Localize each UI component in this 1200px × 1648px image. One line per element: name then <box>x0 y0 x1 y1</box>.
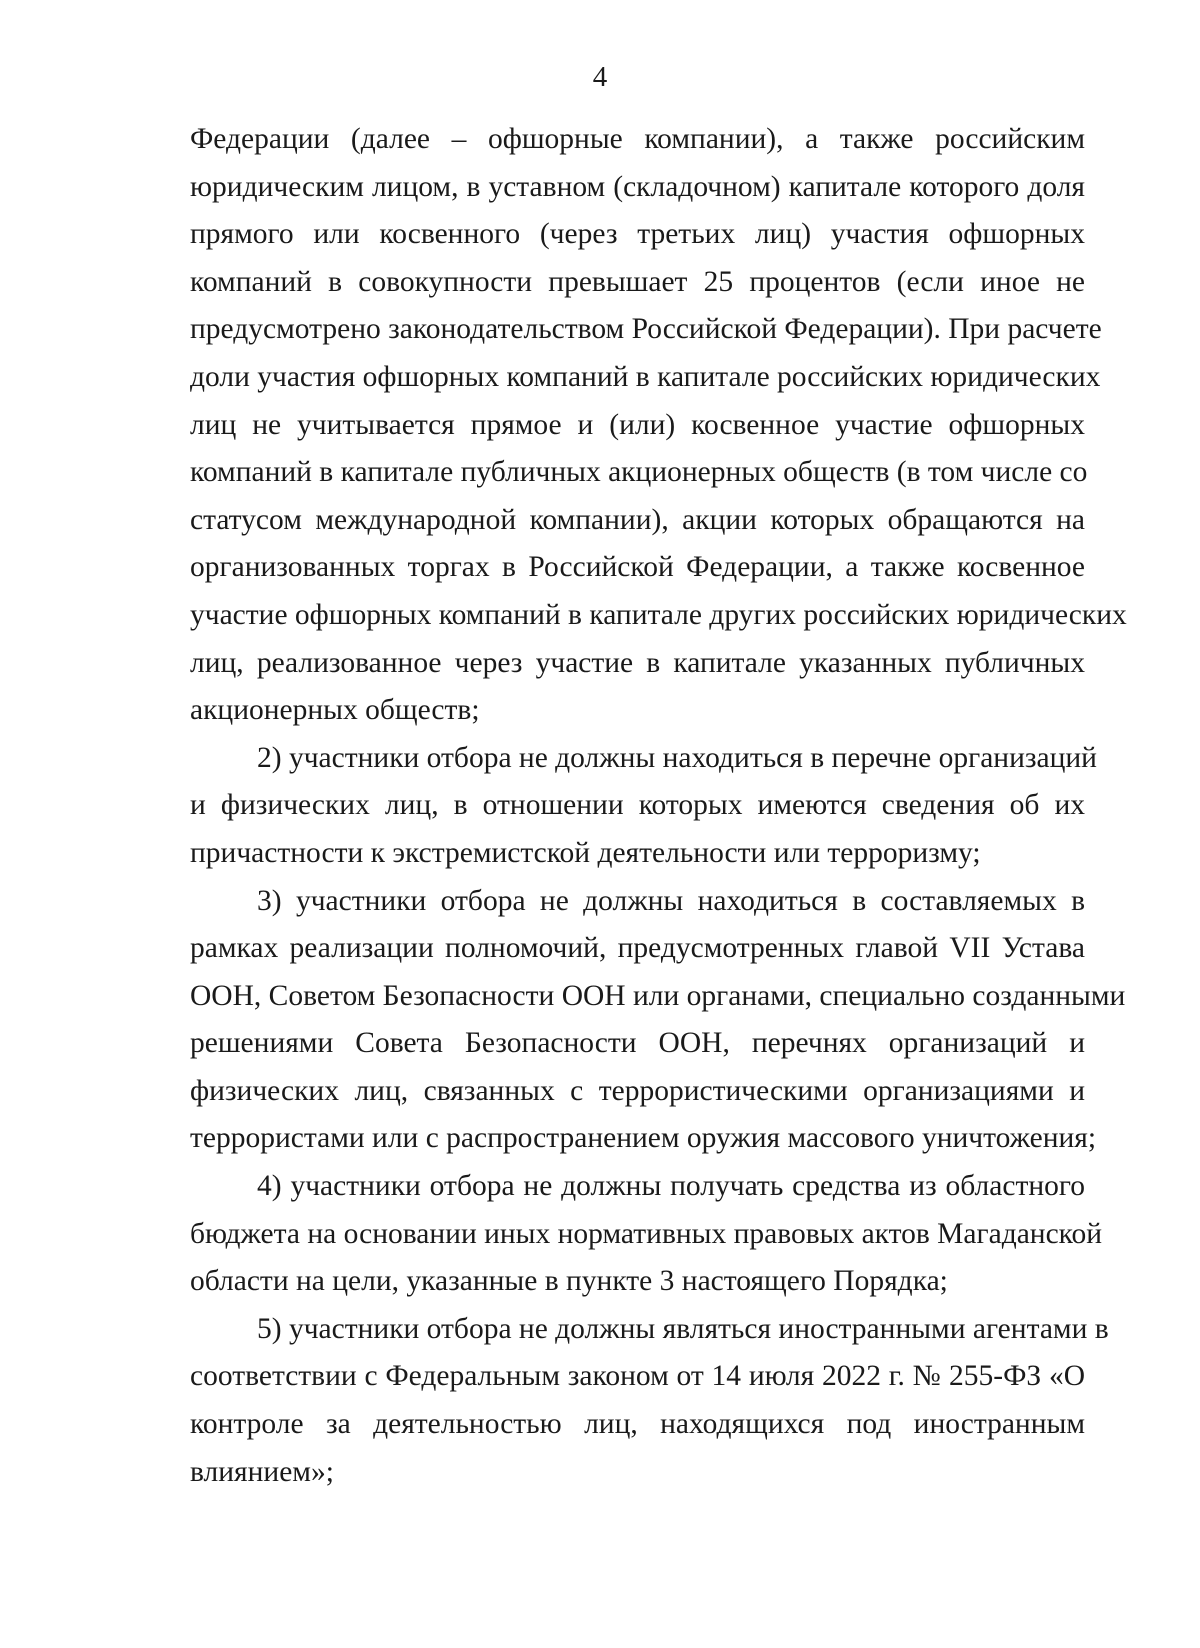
text-line: компаний в совокупности превышает 25 процентов (если иное не <box>190 265 1085 298</box>
text-line: физических лиц, связанных с террористическими организациями и <box>190 1074 1085 1107</box>
paragraph-4 <box>190 1163 1103 1306</box>
text-line: предусмотрено законодательством Российской Федерации). При расчете <box>190 313 1102 346</box>
text-line: доли участия офшорных компаний в капитале российских юридических <box>190 360 1101 393</box>
text-line: лиц не учитывается прямое и (или) косвенное участие офшорных <box>190 408 1085 441</box>
paragraph-2 <box>190 735 1097 878</box>
text-line: акционерных обществ; <box>190 694 480 727</box>
text-line: и физических лиц, в отношении которых имеются сведения об их <box>190 789 1085 822</box>
text-line: прямого или косвенного (через третьих лиц) участия офшорных <box>190 218 1085 251</box>
text-line: террористами или с распространением оружия массового уничтожения; <box>190 1122 1097 1155</box>
text-line: статусом международной компании), акции которых обращаются на <box>190 503 1085 536</box>
document-body <box>190 116 1127 1496</box>
text-line: влиянием»; <box>190 1455 334 1488</box>
text-line: рамках реализации полномочий, предусмотренных главой VII Устава <box>190 932 1085 965</box>
paragraph-3 <box>190 878 1126 1164</box>
text-line: участие офшорных компаний в капитале других российских юридических <box>190 598 1127 631</box>
text-line: области на цели, указанные в пункте 3 настоящего Порядка; <box>190 1265 948 1298</box>
text-line: организованных торгах в Российской Федерации, а также косвенное <box>190 551 1085 584</box>
text-line: соответствии с Федеральным законом от 14 июля 2022 г. № 255-ФЗ «О <box>190 1360 1085 1393</box>
text-line: лиц, реализованное через участие в капитале указанных публичных <box>190 646 1085 679</box>
text-line: 3) участники отбора не должны находиться в составляемых в <box>257 884 1085 917</box>
text-line: контроле за деятельностью лиц, находящихся под иностранным <box>190 1408 1085 1441</box>
paragraph-5 <box>190 1306 1109 1496</box>
text-line: причастности к экстремистской деятельности или терроризму; <box>190 836 981 869</box>
text-line: 2) участники отбора не должны находиться в перечне организаций <box>257 741 1097 774</box>
text-line: 4) участники отбора не должны получать средства из областного <box>257 1170 1085 1203</box>
text-line: 5) участники отбора не должны являться иностранными агентами в <box>257 1312 1109 1345</box>
text-line: ООН, Советом Безопасности ООН или органами, специально созданными <box>190 979 1126 1012</box>
text-line: бюджета на основании иных нормативных правовых актов Магаданской <box>190 1217 1103 1250</box>
page-number: 4 <box>592 61 608 93</box>
text-line: компаний в капитале публичных акционерных обществ (в том числе со <box>190 456 1088 489</box>
paragraph-1 <box>190 116 1127 735</box>
text-line: решениями Совета Безопасности ООН, перечнях организаций и <box>190 1027 1085 1060</box>
text-line: юридическим лицом, в уставном (складочном) капитале которого доля <box>190 170 1085 203</box>
text-line: Федерации (далее – офшорные компании), а также российским <box>190 123 1085 155</box>
